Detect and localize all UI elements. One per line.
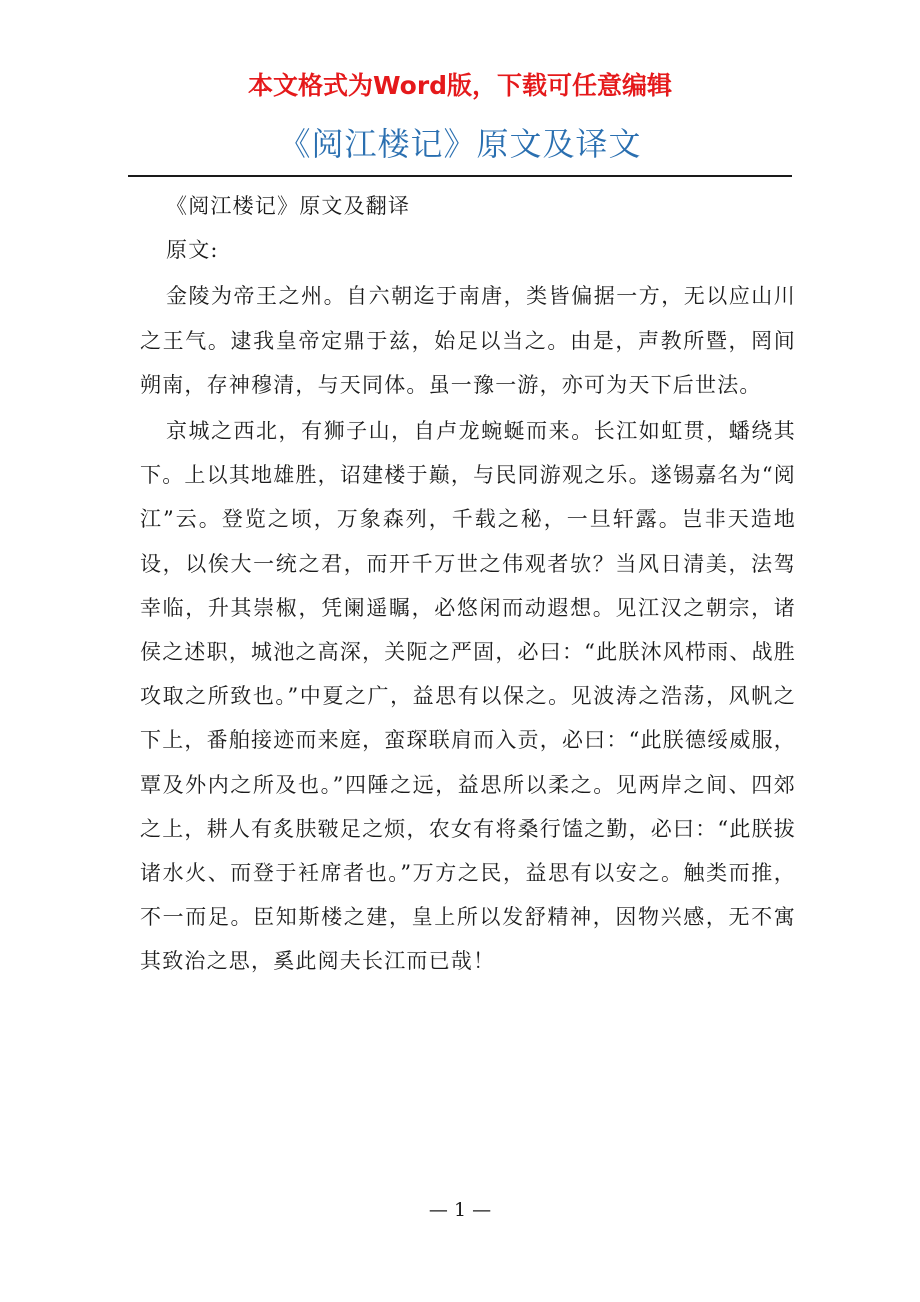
paragraph: 金陵为帝王之州。自六朝迄于南唐，类皆偏据一方，无以应山川之王气。逮我皇帝定鼎于兹，始足以当之。由是，声教所暨，罔间朔南，存神穆清，与天同体。虽一豫一游，亦可为天下后世法。 (140, 284, 796, 397)
document-title: 《阅江楼记》原文及译文 (278, 125, 642, 163)
document-body (140, 184, 796, 984)
page-number: — 1 — (428, 1199, 492, 1221)
title-divider (128, 175, 792, 177)
subtitle: 《阅江楼记》原文及翻译 (166, 194, 411, 218)
format-notice: 本文格式为Word版，下载可任意编辑 (247, 71, 673, 100)
paragraph: 京城之西北，有狮子山，自卢龙蜿蜒而来。长江如虹贯，蟠绕其下。上以其地雄胜，诏建楼于巅，与民同游观之乐。遂锡嘉名为“阅江”云。登览之顷，万象森列，千载之秘，一旦轩露。岂非天造地设，以俟大一统之君，而开千万世之伟观者欤？当风日清美，法驾幸临，升其崇椒，凭阑遥瞩，必悠闲而动遐想。见江汉之朝宗，诸侯之述职，城池之高深，关阨之严固，必曰：“此朕沐风栉雨、战胜攻取之所致也。”中夏之广，益思有以保之。见波涛之浩荡，风帆之下上，番舶接迹而来庭，蛮琛联肩而入贡，必曰：“此朕德绥威服，覃及外内之所及也。”四陲之远，益思所以柔之。见两岸之间、四郊之上，耕人有炙肤皲足之烦，农女有将桑行馌之勤，必曰：“此朕拔诸水火、而登于衽席者也。”万方之民，益思有以安之。触类而推，不一而足。臣知斯楼之建，皇上所以发舒精神，因物兴感，无不寓其致治之思，奚此阅夫长江而已哉！ (140, 419, 796, 974)
section-label: 原文: (166, 238, 219, 263)
